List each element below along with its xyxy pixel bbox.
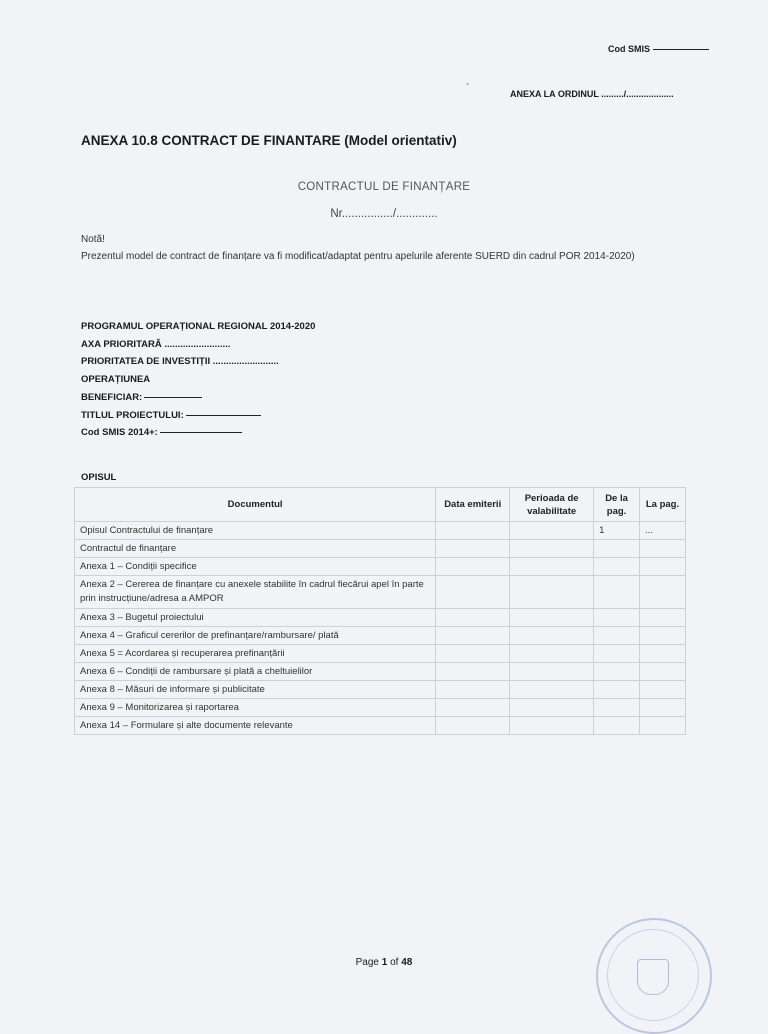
table-cell-de-la-pag [594,540,640,558]
column-header-documentul: Documentul [75,488,436,522]
axa-prioritara: AXA PRIORITARĂ ......................... [81,338,231,350]
table-row [75,717,686,735]
opisul-heading: OPISUL [81,472,117,483]
table-row [75,558,686,576]
table-row [75,627,686,645]
table-cell-perioada [510,609,594,627]
cod-smis-2014-label: Cod SMIS 2014+: [81,427,158,439]
table-cell-perioada [510,540,594,558]
table-cell-de-la-pag [594,681,640,699]
table-cell-de-la-pag [594,699,640,717]
table-cell-data-emiterii [436,663,510,681]
table-cell-perioada [510,717,594,735]
table-cell-la-pag [640,681,686,699]
note-text: Prezentul model de contract de finanțare va fi modificat/adaptat pentru apelurile aferente SUERD din cadrul POR 2014-2020) [81,251,635,262]
operatiunea: OPERAȚIUNEA [81,374,151,386]
table-row [75,540,686,558]
table-cell-la-pag [640,717,686,735]
titlul-proiectului-row [81,407,315,425]
table-cell-document: Anexa 1 – Condiții specifice [75,558,436,576]
table-cell-document: Anexa 4 – Graficul cererilor de prefinanțare/rambursare/ plată [75,627,436,645]
page-total: 48 [401,957,413,968]
program-name: PROGRAMUL OPERAȚIONAL REGIONAL 2014-2020 [81,321,316,332]
beneficiar-blank-line [144,397,202,398]
column-header-data-emiterii: Data emiterii [436,488,510,522]
table-row [75,609,686,627]
table-cell-document: Anexa 14 – Formulare și alte documente relevante [75,717,436,735]
table-cell-perioada [510,699,594,717]
table-cell-document: Contractul de finanțare [75,540,436,558]
table-cell-perioada [510,681,594,699]
page-prefix: Page [355,957,382,968]
titlul-proiectului-label: TITLUL PROIECTULUI: [81,409,184,421]
beneficiar-row [81,389,315,407]
page-of: of [387,957,402,968]
opisul-table [74,487,686,735]
column-header-perioada-de-valabilitate: Perioada de valabilitate [510,488,594,522]
table-cell-data-emiterii [436,576,510,609]
table-cell-document: Opisul Contractului de finanțare [75,522,436,540]
table-cell-document: Anexa 6 – Condiții de rambursare și plată a cheltuielilor [75,663,436,681]
table-row [75,681,686,699]
document-title: ANEXA 10.8 CONTRACT DE FINANTARE (Model orientativ) [81,133,457,148]
column-header-la-pag: La pag. [640,488,686,522]
prioritatea-de-investitii: PRIORITATEA DE INVESTIȚII ......................... [81,356,279,368]
tick-mark: ` [466,83,470,94]
table-cell-la-pag [640,558,686,576]
table-cell-data-emiterii [436,558,510,576]
cod-smis-label: Cod SMIS [608,44,650,54]
table-cell-de-la-pag [594,576,640,609]
table-cell-la-pag: ... [640,522,686,540]
table-cell-de-la-pag: 1 [594,522,640,540]
table-cell-perioada [510,576,594,609]
contract-number: Nr................/............. [330,208,438,220]
table-cell-de-la-pag [594,627,640,645]
table-cell-la-pag [640,663,686,681]
table-cell-data-emiterii [436,699,510,717]
ministry-stamp [596,918,712,1034]
beneficiar-label: BENEFICIAR: [81,391,143,403]
titlul-proiectului-blank-line [186,415,261,416]
stamp-emblem-icon [637,959,669,995]
table-cell-data-emiterii [436,609,510,627]
table-cell-la-pag [640,645,686,663]
program-block [81,318,315,442]
table-cell-data-emiterii [436,522,510,540]
table-cell-document: Anexa 5 = Acordarea și recuperarea prefinanțării [75,645,436,663]
table-row [75,663,686,681]
table-cell-document: Anexa 8 – Măsuri de informare și publicitate [75,681,436,699]
note-label: Notă! [81,234,105,245]
cod-smis-2014-row [81,424,315,442]
table-cell-la-pag [640,699,686,717]
table-row [75,645,686,663]
page-current: 1 [381,957,388,968]
table-cell-de-la-pag [594,717,640,735]
table-cell-data-emiterii [436,645,510,663]
table-row [75,576,686,609]
table-cell-la-pag [640,576,686,609]
table-cell-de-la-pag [594,558,640,576]
cod-smis-2014-blank-line [160,432,242,433]
table-cell-document: Anexa 9 – Monitorizarea și raportarea [75,699,436,717]
table-cell-data-emiterii [436,627,510,645]
table-cell-perioada [510,645,594,663]
table-cell-document: Anexa 3 – Bugetul proiectului [75,609,436,627]
table-cell-la-pag [640,609,686,627]
table-cell-perioada [510,558,594,576]
table-cell-perioada [510,627,594,645]
table-cell-la-pag [640,627,686,645]
table-cell-de-la-pag [594,609,640,627]
table-cell-perioada [510,522,594,540]
table-cell-data-emiterii [436,540,510,558]
table-cell-de-la-pag [594,645,640,663]
table-row [75,699,686,717]
table-cell-de-la-pag [594,663,640,681]
table-header-row [75,488,686,522]
cod-smis-header [608,44,709,54]
table-cell-document: Anexa 2 – Cererea de finanțare cu anexele stabilite în cadrul fiecărui apel în parte prin instrucțiune/adresa a AMPOR [75,576,436,609]
column-header-de-la-pag: De la pag. [594,488,640,522]
table-cell-data-emiterii [436,681,510,699]
table-cell-data-emiterii [436,717,510,735]
table-cell-perioada [510,663,594,681]
contract-title: CONTRACTUL DE FINANȚARE [297,181,471,193]
table-cell-la-pag [640,540,686,558]
cod-smis-blank-line [653,49,709,50]
table-row [75,522,686,540]
anexa-ordin-header: ANEXA LA ORDINUL ........./................... [510,89,674,99]
